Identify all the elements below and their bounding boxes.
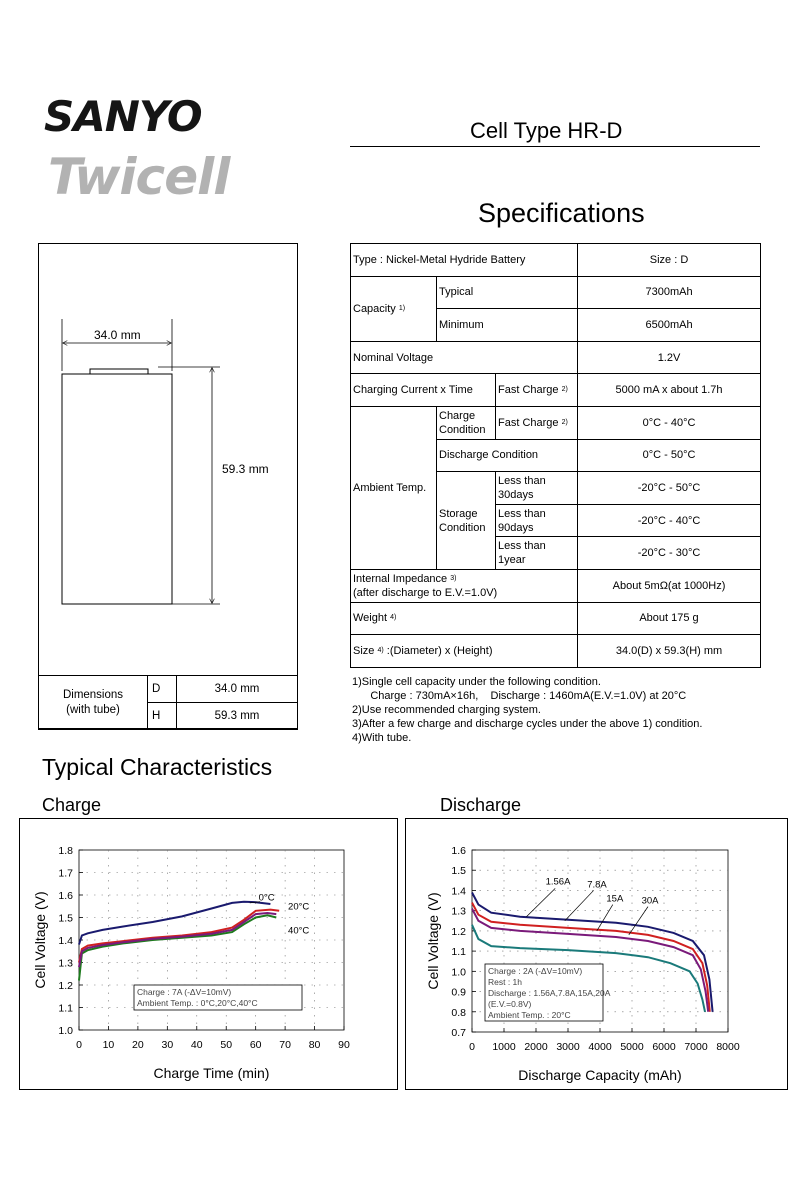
discharge-y-tick-label: 1.3 [451,905,466,918]
typical-value: 7300mAh [578,276,761,309]
charge-y-tick-label: 1.6 [58,890,73,902]
dimensions-table [38,675,298,730]
size-row-label: Size 4) :(Diameter) x (Height) [351,635,578,668]
charge-series-label-0: 0°C [258,892,275,904]
discharge-label-leader [526,888,555,916]
discharge-series-label-3: 30A [641,895,659,907]
discharge-condition-value: 0°C - 50°C [578,439,761,472]
note-1: 1)Single cell capacity under the following condition. [352,676,601,688]
impedance-value: About 5mΩ(at 1000Hz) [578,569,761,602]
discharge-legend-line: Charge : 2A (-ΔV=10mV) [488,966,583,976]
discharge-heading: Discharge [440,795,522,815]
discharge-legend-line: (E.V.=0.8V) [488,999,532,1009]
dim-key-d: D [148,676,177,703]
charge-x-axis-label: Charge Time (min) [153,1065,270,1081]
discharge-x-tick-label: 2000 [524,1041,548,1053]
discharge-condition-label: Discharge Condition [437,439,578,472]
charge-x-tick-label: 70 [279,1039,291,1051]
charge-x-tick-label: 20 [132,1039,144,1051]
twicell-logo: Twicell [48,148,230,206]
storage-period-1year: Less than 1year [496,537,578,570]
note-4: 4)With tube. [352,732,412,744]
spec-row-nominal-voltage [351,341,761,374]
dim-key-h: H [148,703,177,730]
discharge-x-tick-label: 3000 [556,1041,580,1053]
discharge-x-tick-label: 8000 [716,1041,740,1053]
spec-row-capacity-typical [351,276,761,309]
charge-legend-line: Ambient Temp. : 0°C,20°C,40°C [137,998,258,1008]
dim-value-d: 34.0 mm [177,676,298,703]
battery-terminal-shape [90,369,148,374]
charge-legend-line: Charge : 7A (-ΔV=10mV) [137,987,232,997]
discharge-y-tick-label: 1.6 [451,845,466,857]
charge-condition-fast-charge: Fast Charge 2) [496,406,578,439]
discharge-label-leader [597,905,613,931]
storage-condition-label: Storage Condition [437,472,496,570]
spec-row-weight [351,602,761,635]
discharge-y-axis-label: Cell Voltage (V) [425,892,441,990]
discharge-x-tick-label: 1000 [492,1041,516,1053]
storage-value-30days: -20°C - 50°C [578,472,761,505]
storage-value-90days: -20°C - 40°C [578,504,761,537]
discharge-y-tick-label: 1.0 [451,966,466,979]
capacity-label: Capacity 1) [351,276,437,341]
drawing-width-label: 34.0 mm [94,328,141,342]
discharge-x-tick-label: 5000 [620,1041,644,1053]
charge-x-tick-label: 40 [190,1039,203,1051]
weight-value: About 175 g [578,602,761,635]
note-3: 3)After a few charge and discharge cycles under the above 1) condition. [352,718,703,730]
dim-value-h: 59.3 mm [177,703,298,730]
discharge-y-tick-label: 0.9 [451,986,466,999]
charge-x-tick-label: 60 [249,1039,262,1051]
spec-row-size [351,635,761,668]
charge-x-tick-label: 0 [76,1039,82,1051]
discharge-y-tick-label: 1.1 [451,946,466,959]
discharge-y-tick-label: 0.8 [451,1006,466,1019]
charge-x-tick-label: 10 [102,1039,115,1051]
charge-x-tick-label: 30 [161,1039,174,1051]
charge-y-tick-label: 1.2 [58,980,73,992]
charge-y-axis-label: Cell Voltage (V) [32,891,48,989]
discharge-legend-line: Rest : 1h [488,977,523,987]
cell-type-title: Cell Type HR-D [470,118,623,143]
charge-y-tick-label: 1.8 [58,845,73,857]
size-label: Size : D [578,244,761,277]
specifications-table [350,243,761,668]
dimensions-label-line1: Dimensions [62,688,124,701]
spec-row-type [351,244,761,277]
impedance-label: Internal Impedance 3) (after discharge to E.V.=1.0V) [351,569,578,602]
charge-x-tick-label: 80 [308,1039,321,1051]
charge-y-tick-label: 1.1 [58,1002,73,1015]
discharge-legend-line: Ambient Temp. : 20°C [488,1010,571,1020]
discharge-y-tick-label: 1.5 [451,865,466,878]
charging-label: Charging Current x Time [351,374,496,407]
minimum-value: 6500mAh [578,309,761,342]
discharge-series-label-1: 7.8A [587,879,607,891]
charge-series-label-1: 20°C [288,901,310,913]
charge-y-tick-label: 1.3 [58,957,73,970]
discharge-y-tick-label: 0.7 [451,1027,466,1039]
discharge-x-tick-label: 6000 [652,1041,676,1053]
charging-value: 5000 mA x about 1.7h [578,374,761,407]
typical-label: Typical [437,276,578,309]
charge-y-tick-label: 1.7 [58,867,73,880]
discharge-y-tick-label: 1.2 [451,925,466,938]
charge-condition-label: Charge Condition [437,406,496,439]
discharge-x-tick-label: 7000 [684,1041,708,1053]
spec-row-charge-condition [351,406,761,439]
charge-y-tick-label: 1.0 [58,1025,73,1037]
spec-notes [352,675,702,745]
spec-row-impedance [351,569,761,602]
discharge-chart [405,818,788,1090]
specifications-heading: Specifications [478,198,645,228]
charge-y-tick-label: 1.4 [58,935,73,947]
dimensions-label-line2: (with tube) [66,703,120,716]
storage-period-90days: Less than 90days [496,504,578,537]
discharge-series-label-2: 15A [606,893,624,905]
charge-x-tick-label: 50 [220,1039,233,1051]
charge-chart [19,818,398,1090]
nominal-voltage-label: Nominal Voltage [351,341,578,374]
discharge-y-tick-label: 1.4 [451,885,466,898]
storage-period-30days: Less than 30days [496,472,578,505]
charge-y-tick-label: 1.5 [58,912,73,925]
minimum-label: Minimum [437,309,578,342]
ambient-temp-label: Ambient Temp. [351,406,437,569]
discharge-legend-line: Discharge : 1.56A,7.8A,15A,20A [488,988,611,998]
discharge-x-tick-label: 4000 [588,1041,612,1053]
charge-x-tick-label: 90 [338,1039,350,1051]
typical-characteristics-heading: Typical Characteristics [42,754,273,780]
storage-value-1year: -20°C - 30°C [578,537,761,570]
discharge-x-axis-label: Discharge Capacity (mAh) [518,1067,682,1083]
charge-heading: Charge [42,795,102,815]
weight-label: Weight 4) [351,602,578,635]
nominal-voltage-value: 1.2V [578,341,761,374]
sanyo-logo: SANYO [44,92,202,141]
battery-body-shape [62,374,172,604]
discharge-series-label-0: 1.56A [545,876,571,888]
fast-charge-label: Fast Charge 2) [496,374,578,407]
title-rule [350,146,760,147]
size-row-value: 34.0(D) x 59.3(H) mm [578,635,761,668]
discharge-label-leader [565,890,594,920]
note-2: 2)Use recommended charging system. [352,704,541,716]
note-1-detail: Charge : 730mA×16h, Discharge : 1460mA(E.V.=1.0V) at 20°C [352,690,687,702]
battery-drawing [38,243,298,675]
spec-row-charging [351,374,761,407]
drawing-height-label: 59.3 mm [222,462,269,476]
type-label: Type : Nickel-Metal Hydride Battery [351,244,578,277]
charge-condition-value: 0°C - 40°C [578,406,761,439]
dimensions-label [39,676,148,730]
discharge-x-tick-label: 0 [469,1041,475,1053]
charge-series-label-2: 40°C [288,925,310,937]
